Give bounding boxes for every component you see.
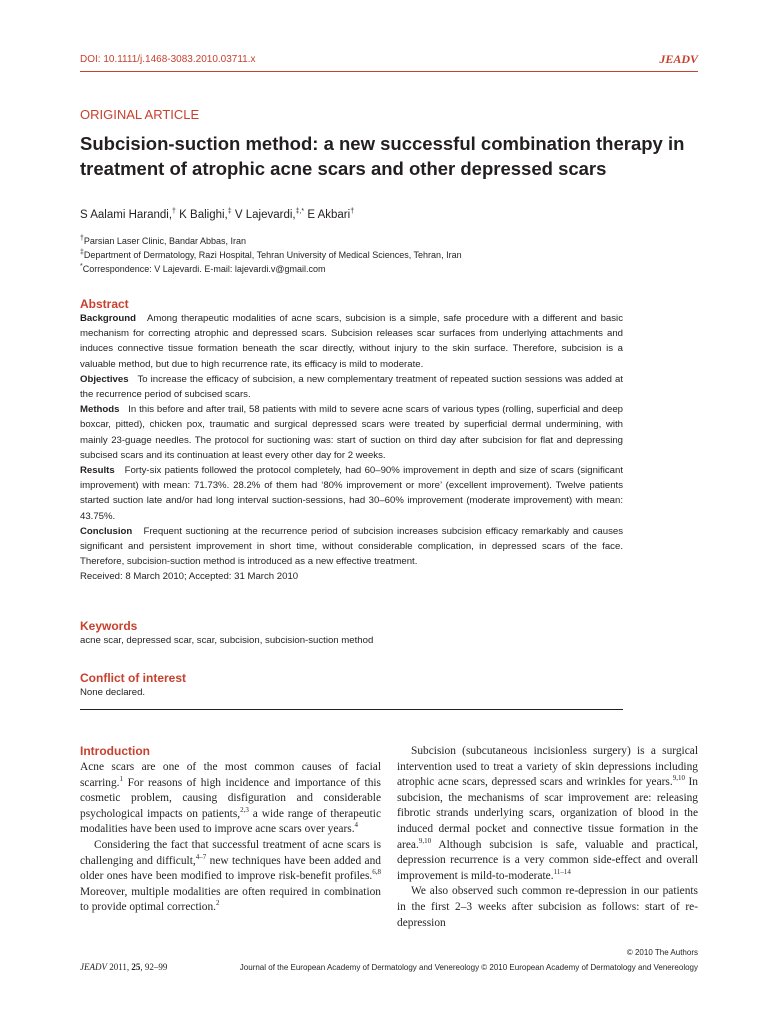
author-name: K Balighi, <box>179 209 228 221</box>
abstract-objectives <box>80 372 623 402</box>
author-mark: ‡ <box>227 208 232 216</box>
footer-journal-abbrev: JEADV <box>80 962 107 972</box>
abstract-methods <box>80 402 623 463</box>
body-text: For reasons of high incidence and importance of this cosmetic problem, causing disfiguration and considerable psychological impacts on patients, <box>80 776 381 820</box>
abstract-text: Among therapeutic modalities of acne scars, subcision is a simple, safe procedure with a different and basic mechanism for correcting atrophic and depressed scars. Subcision releases scar surfaces from underlying attachments and induces connective tissue formation beneath the scar directly, without injury to the skin surface. Therefore, subcision is a valuable method, but due to high recurrence rate, its efficacy is mild to moderate. <box>80 313 623 370</box>
abstract-label: Conclusion <box>80 525 133 537</box>
article-title: Subcision-suction method: a new successful combination therapy in treatment of atrophic acne scars and other depressed scars <box>80 133 685 179</box>
citation-ref[interactable]: 6,8 <box>372 868 381 877</box>
abstract-text: To increase the efficacy of subcision, a new complementary treatment of repeated suction sessions was added at the recurrence period of subcised scars. <box>80 373 623 401</box>
body-text: Moreover, multiple modalities are often required in combination to provide optimal correction. <box>80 885 381 914</box>
body-text: a wide range of therapeutic modalities have been used to improve acne scars over years. <box>80 807 381 836</box>
body-text: Although subcision is safe, valuable and practical, depression recurrence is a very common side-effect and overall improvement is mild-to-moderate. <box>397 838 698 882</box>
footer-citation <box>80 962 167 972</box>
authors <box>80 209 354 221</box>
conflict-text: None declared. <box>80 687 146 698</box>
abstract-label: Results <box>80 465 115 477</box>
author-mark: † <box>172 208 176 216</box>
body-paragraph <box>80 760 381 838</box>
keywords-text: acne scar, depressed scar, scar, subcision, subcision-suction method <box>80 635 374 646</box>
author-mark: ‡,* <box>295 208 305 216</box>
doi[interactable]: DOI: 10.1111/j.1468-3083.2010.03711.x <box>80 54 256 65</box>
citation-ref[interactable]: 2 <box>216 899 220 908</box>
author-name: V Lajevardi, <box>234 209 296 221</box>
article-type: ORIGINAL ARTICLE <box>80 107 200 122</box>
abstract-text: In this before and after trail, 58 patients with mild to severe acne scars of various types (rolling, superficial and deep boxcar, pitted), chicken pox, traumatic and surgical depressed scars were treated by superficial dermal undermining, with mainly 23-guage needles. The protocol for suctioning was: start of suction on third day after subcision for flat and depressing subcised scars and its continuation at least every other day for 2 weeks. <box>80 404 623 461</box>
citation-ref[interactable]: 11–14 <box>553 867 571 876</box>
citation-ref[interactable]: 4 <box>354 821 359 830</box>
abstract-text: Frequent suctioning at the recurrence period of subcision increases subcision efficacy remarkably and causes significant and persistent improvement in short time, without considerable complication, in depressed scars of the face. Therefore, subcision-suction method is introduced as a new effective treatment. <box>80 525 623 568</box>
abstract-results <box>80 463 623 524</box>
body-text: Acne scars are one of the most common causes of facial scarring. <box>80 761 381 789</box>
email-link[interactable]: lajevardi.v@gmail.com <box>234 264 326 274</box>
abstract-label: Background <box>80 313 136 324</box>
abstract-text: Forty-six patients followed the protocol completely, had 60–90% improvement in depth and size of scars (significant improvement) with mean: 71.73%. 28.2% of them had ‘80% improvement or more’ (excellent improvement). Twelve patients started suction late and/or had long interval suction-sessions, had 30–60% improvement (moderate improvement) with mean: 43.75%. <box>80 465 623 522</box>
abstract-heading: Abstract <box>80 297 129 311</box>
author-mark: † <box>350 208 355 216</box>
abstract-body <box>80 311 623 585</box>
keywords-heading: Keywords <box>80 619 138 633</box>
footer-year: 2011, <box>107 962 132 972</box>
email-label: E-mail: <box>204 264 233 274</box>
introduction-heading: Introduction <box>80 744 150 758</box>
footer-copyright: © 2010 The Authors <box>626 948 698 957</box>
intro-right-column <box>397 744 698 931</box>
footer-pages: , 92–99 <box>140 962 168 972</box>
body-text: In subcision, the mechanisms of scar improvement are: releasing fibrotic strands underlying scars, organization of blood in the induced dermal pocket and connective tissue formation in the area. <box>397 776 698 851</box>
abstract-background <box>80 311 623 372</box>
body-paragraph <box>80 838 381 916</box>
affiliation-text: Department of Dermatology, Razi Hospital, Tehran University of Medical Sciences, Tehran, Iran <box>83 250 462 260</box>
body-text: new techniques have been added and older ones have been modified to improve risk-benefit profiles. <box>80 854 381 883</box>
abstract-label: Methods <box>80 404 120 416</box>
citation-ref[interactable]: 9,10 <box>672 774 685 783</box>
journal-tag: JEADV <box>659 52 698 66</box>
citation-ref[interactable]: 4–7 <box>195 852 207 861</box>
affiliations <box>80 234 462 276</box>
abstract-conclusion <box>80 524 623 570</box>
abstract-label: Objectives <box>80 373 129 385</box>
footer-volume: 25 <box>131 962 141 972</box>
citation-ref[interactable]: 2,3 <box>240 805 249 814</box>
citation-ref[interactable]: 1 <box>119 774 124 783</box>
correspondence-mark: * <box>80 263 83 270</box>
correspondence <box>80 262 462 276</box>
affiliation <box>80 248 462 262</box>
body-text: Subcision (subcutaneous incisionless surgery) is a surgical intervention used to treat a variety of skin depressions including atrophic acne scars, depressed scars and wrinkles for years. <box>397 745 698 789</box>
body-paragraph <box>397 884 698 931</box>
footer-journal-line: Journal of the European Academy of Dermatology and Venereology © 2010 European Academy of Dermatology and Venereology <box>239 963 698 972</box>
correspondence-label: Correspondence: V Lajevardi. <box>82 264 202 274</box>
body-paragraph <box>397 744 698 884</box>
citation-ref[interactable]: 9,10 <box>418 836 432 845</box>
section-divider <box>80 709 623 710</box>
author-name: E Akbari <box>307 209 351 221</box>
conflict-heading: Conflict of interest <box>80 671 187 685</box>
received-dates: Received: 8 March 2010; Accepted: 31 March 2010 <box>80 571 299 583</box>
affiliation <box>80 234 462 248</box>
intro-left-column <box>80 760 381 916</box>
affiliation-mark: ‡ <box>80 249 84 256</box>
affiliation-text: Parsian Laser Clinic, Bandar Abbas, Iran <box>83 236 246 246</box>
author-name: S Aalami Harandi, <box>80 209 173 221</box>
header-rule <box>80 71 698 72</box>
body-text: Considering the fact that successful treatment of acne scars is challenging and difficult, <box>80 838 381 867</box>
affiliation-mark: † <box>80 235 84 242</box>
body-text: We also observed such common re-depression in our patients in the first 2–3 weeks after subcision as follows: start of re-depression <box>397 885 698 929</box>
